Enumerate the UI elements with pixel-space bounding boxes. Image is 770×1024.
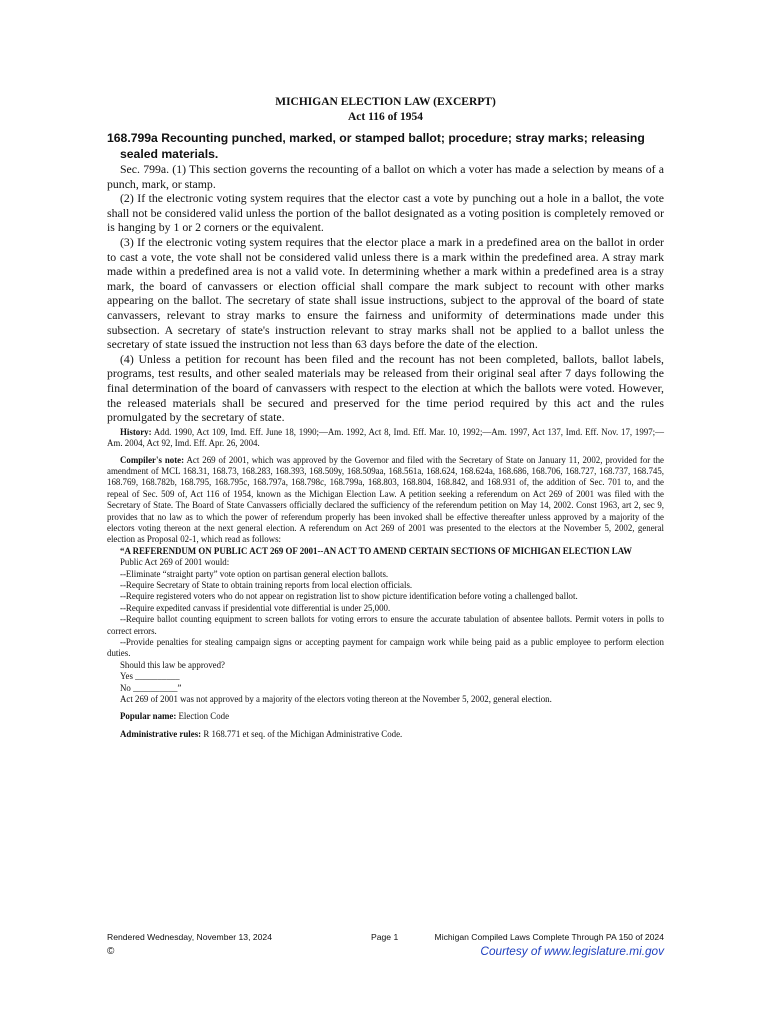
proposal-yes-line: Yes __________ <box>120 671 180 682</box>
compiler-note-text: Act 269 of 2001, which was approved by the Governor and filed with the Secretary of State on January 11, 2002, provided for the amendment of MCL 168.31, 168.73, 168.283, 168.393, 168.509y, 168.509aa, 168.561a, 168.624, 168.624a, 168.686, 168.706, 168.727, 168.737, 168.745, 168.769, 168.782b, 168.795, 168.795c, 168.797a, 168.798c, 168.799a, 168.803, 168.804, 168.842, and 168.931 of, the addition of Sec. 701 to, and the repeal of Sec. 509 of, Act 116 of 1954, known as the Michigan Election Law. A petition seeking a referendum on Act 269 of 2001 was filed with the Secretary of State. The Board of State Canvassers officially declared the sufficiency of the referendum petition on May 14, 2002. Const 1963, art 2, sec 9, provides that no law as to which the power of referendum properly has been invoked shall be effective thereafter unless approved by a majority of the electors voting thereon at the next general election. A referendum on Act 269 of 2001 was presented to the electors at the November 5, 2002, general election as Proposal 02-1, which read as follows: <box>107 454 664 545</box>
popular-name <box>107 711 664 722</box>
section-paragraph-4: (4) Unless a petition for recount has been filed and the recount has not been completed, ballots, ballot labels, programs, test results, and other sealed materials may be released from their original seal after 7 days following the final determination of the board of canvassers with respect to the election at which the ballots were voted. However, the released materials shall be secured and preserved for the time period required by this act and the rules promulgated by the secretary of state. <box>107 351 664 425</box>
history-note <box>107 427 664 450</box>
proposal-item: --Require ballot counting equipment to screen ballots for voting errors to ensure the accurate tabulation of absentee ballots. Permit voters in polls to correct errors. <box>107 614 664 636</box>
compiler-note-label: Compiler's note: <box>120 454 185 465</box>
compiler-note <box>107 455 664 546</box>
proposal-item: --Provide penalties for stealing campaign signs or accepting payment for campaign work while being paid as a public employee to perform election duties. <box>107 637 664 659</box>
proposal-result: Act 269 of 2001 was not approved by a majority of the electors voting thereon at the November 5, 2002, general election. <box>120 694 552 705</box>
courtesy-link[interactable]: Courtesy of www.legislature.mi.gov <box>480 944 664 958</box>
section-paragraph-1: Sec. 799a. (1) This section governs the recounting of a ballot on which a voter has made a selection by means of a punch, mark, or stamp. <box>107 162 664 191</box>
proposal-intro: Public Act 269 of 2001 would: <box>120 557 230 568</box>
history-label: History: <box>120 426 152 437</box>
rendered-date: Rendered Wednesday, November 13, 2024 <box>107 932 272 942</box>
proposal-item: --Eliminate “straight party” vote option on partisan general election ballots. <box>120 568 389 579</box>
administrative-rules-text: R 168.771 et seq. of the Michigan Administrative Code. <box>201 728 403 739</box>
proposal-item: --Require Secretary of State to obtain training reports from local election officials. <box>120 579 413 590</box>
proposal-item: --Require registered voters who do not appear on registration list to show picture identification before voting a challenged ballot. <box>120 591 578 602</box>
copyright-symbol: © <box>107 946 115 957</box>
section-heading: 168.799a Recounting punched, marked, or stamped ballot; procedure; stray marks; releasing sealed materials. <box>107 131 645 161</box>
document-page <box>107 95 664 740</box>
proposal-question: Should this law be approved? <box>120 659 226 670</box>
act-number: Act 116 of 1954 <box>347 110 424 123</box>
popular-name-label: Popular name: <box>120 711 177 722</box>
section-paragraph-2: (2) If the electronic voting system requires that the elector cast a vote by punching out a hole in a ballot, the vote shall not be considered valid unless the portion of the ballot designated as a voting position is completely removed or is hanging by 1 or 2 corners or the equivalent. <box>107 191 664 235</box>
popular-name-text: Election Code <box>176 711 230 722</box>
proposal-no-line: No __________” <box>120 682 182 693</box>
section-paragraph-3: (3) If the electronic voting system requires that the elector place a mark in a predefined area on the ballot in order to cast a vote, the vote shall not be considered valid unless there is a mark within the predefined area. A stray mark made within a predefined area is not a valid vote. In determining whether a mark within a predefined area is a stray mark, the board of canvassers or election official shall compare the mark subject to recount with other marks appearing on the ballot. The secretary of state shall issue instructions, subject to the approval of the board of state canvassers, relevant to stray marks to ensure the fairness and uniformity of determinations made under this subsection. A secretary of state's instruction relevant to stray marks shall not be applied to a ballot unless the secretary of state issued the instruction not less than 63 days before the date of the election. <box>107 234 664 352</box>
page-number: Page 1 <box>371 932 399 942</box>
administrative-rules-label: Administrative rules: <box>120 728 202 739</box>
compiled-through: Michigan Compiled Laws Complete Through PA 150 of 2024 <box>434 932 664 942</box>
history-text: Add. 1990, Act 109, Imd. Eff. June 18, 1990;—Am. 1992, Act 8, Imd. Eff. Mar. 10, 1992;—Am. 1997, Act 137, Imd. Eff. Nov. 17, 1997;—Am. 2004, Act 92, Imd. Eff. Apr. 26, 2004. <box>107 426 664 449</box>
proposal-item: --Require expedited canvass if presidential vote differential is under 25,000. <box>120 602 391 613</box>
proposal-heading: “A REFERENDUM ON PUBLIC ACT 269 OF 2001--AN ACT TO AMEND CERTAIN SECTIONS OF MICHIGAN ELECTION LAW <box>120 545 633 556</box>
administrative-rules <box>107 729 664 740</box>
document-title: MICHIGAN ELECTION LAW (EXCERPT) <box>275 96 496 108</box>
